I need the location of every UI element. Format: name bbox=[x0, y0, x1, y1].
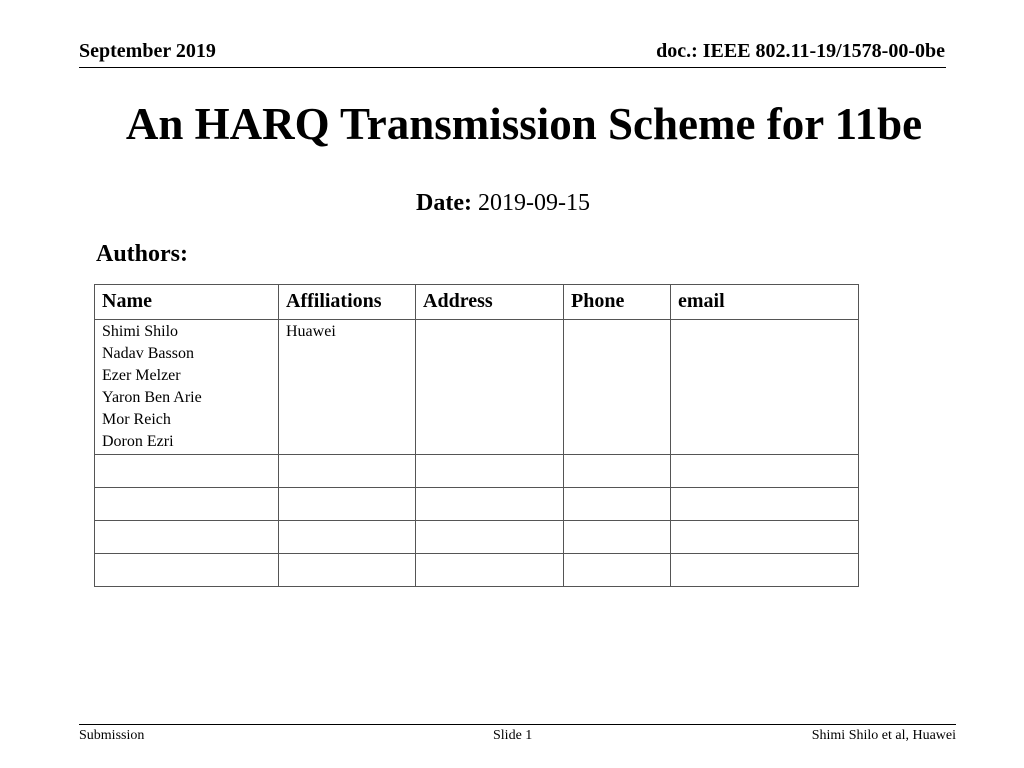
date-line bbox=[0, 188, 1006, 218]
header-email: email bbox=[671, 285, 859, 320]
table-cell bbox=[564, 488, 671, 521]
author-name: Shimi Shilo bbox=[102, 323, 179, 340]
footer-divider bbox=[79, 724, 956, 725]
date-value: 2019-09-15 bbox=[471, 190, 590, 216]
table-cell bbox=[416, 488, 564, 521]
affiliation-cell: Huawei bbox=[279, 320, 416, 455]
table-cell bbox=[416, 521, 564, 554]
author-name: Yaron Ben Arie bbox=[102, 389, 202, 406]
author-name: Nadav Basson bbox=[102, 345, 194, 362]
table-cell bbox=[671, 488, 859, 521]
table-row bbox=[95, 521, 859, 554]
header-address: Address bbox=[416, 285, 564, 320]
table-cell bbox=[671, 455, 859, 488]
authors-heading: Authors: bbox=[96, 241, 189, 267]
authors-table bbox=[94, 284, 859, 587]
author-name: Doron Ezri bbox=[102, 433, 174, 450]
header-name: Name bbox=[95, 285, 279, 320]
table-row bbox=[95, 488, 859, 521]
header-date: September 2019 bbox=[79, 40, 216, 62]
table-header-row bbox=[95, 285, 859, 320]
table-row bbox=[95, 554, 859, 587]
address-cell bbox=[416, 320, 564, 455]
table-cell bbox=[279, 521, 416, 554]
slide-title: An HARQ Transmission Scheme for 11be bbox=[125, 99, 923, 149]
table-cell bbox=[95, 488, 279, 521]
table-cell bbox=[95, 554, 279, 587]
table-cell bbox=[564, 554, 671, 587]
names-cell bbox=[95, 320, 279, 455]
table-cell bbox=[95, 455, 279, 488]
table-cell bbox=[564, 455, 671, 488]
header-affiliations: Affiliations bbox=[279, 285, 416, 320]
date-label: Date: bbox=[416, 190, 472, 216]
table-cell bbox=[279, 554, 416, 587]
table-cell bbox=[279, 488, 416, 521]
table-cell bbox=[416, 455, 564, 488]
table-cell bbox=[671, 554, 859, 587]
table-cell bbox=[671, 521, 859, 554]
email-cell bbox=[671, 320, 859, 455]
footer-authors: Shimi Shilo et al, Huawei bbox=[811, 728, 956, 743]
table-cell bbox=[95, 521, 279, 554]
header-phone: Phone bbox=[564, 285, 671, 320]
phone-cell bbox=[564, 320, 671, 455]
table-row bbox=[95, 320, 859, 455]
author-name: Ezer Melzer bbox=[102, 367, 181, 384]
author-name: Mor Reich bbox=[102, 411, 171, 428]
table-cell bbox=[564, 521, 671, 554]
table-cell bbox=[279, 455, 416, 488]
table-cell bbox=[416, 554, 564, 587]
footer-slide-number: Slide 1 bbox=[493, 728, 533, 743]
header-divider bbox=[79, 67, 946, 68]
footer-submission: Submission bbox=[79, 728, 145, 743]
table-row bbox=[95, 455, 859, 488]
header-doc-id: doc.: IEEE 802.11-19/1578-00-0be bbox=[656, 40, 945, 62]
